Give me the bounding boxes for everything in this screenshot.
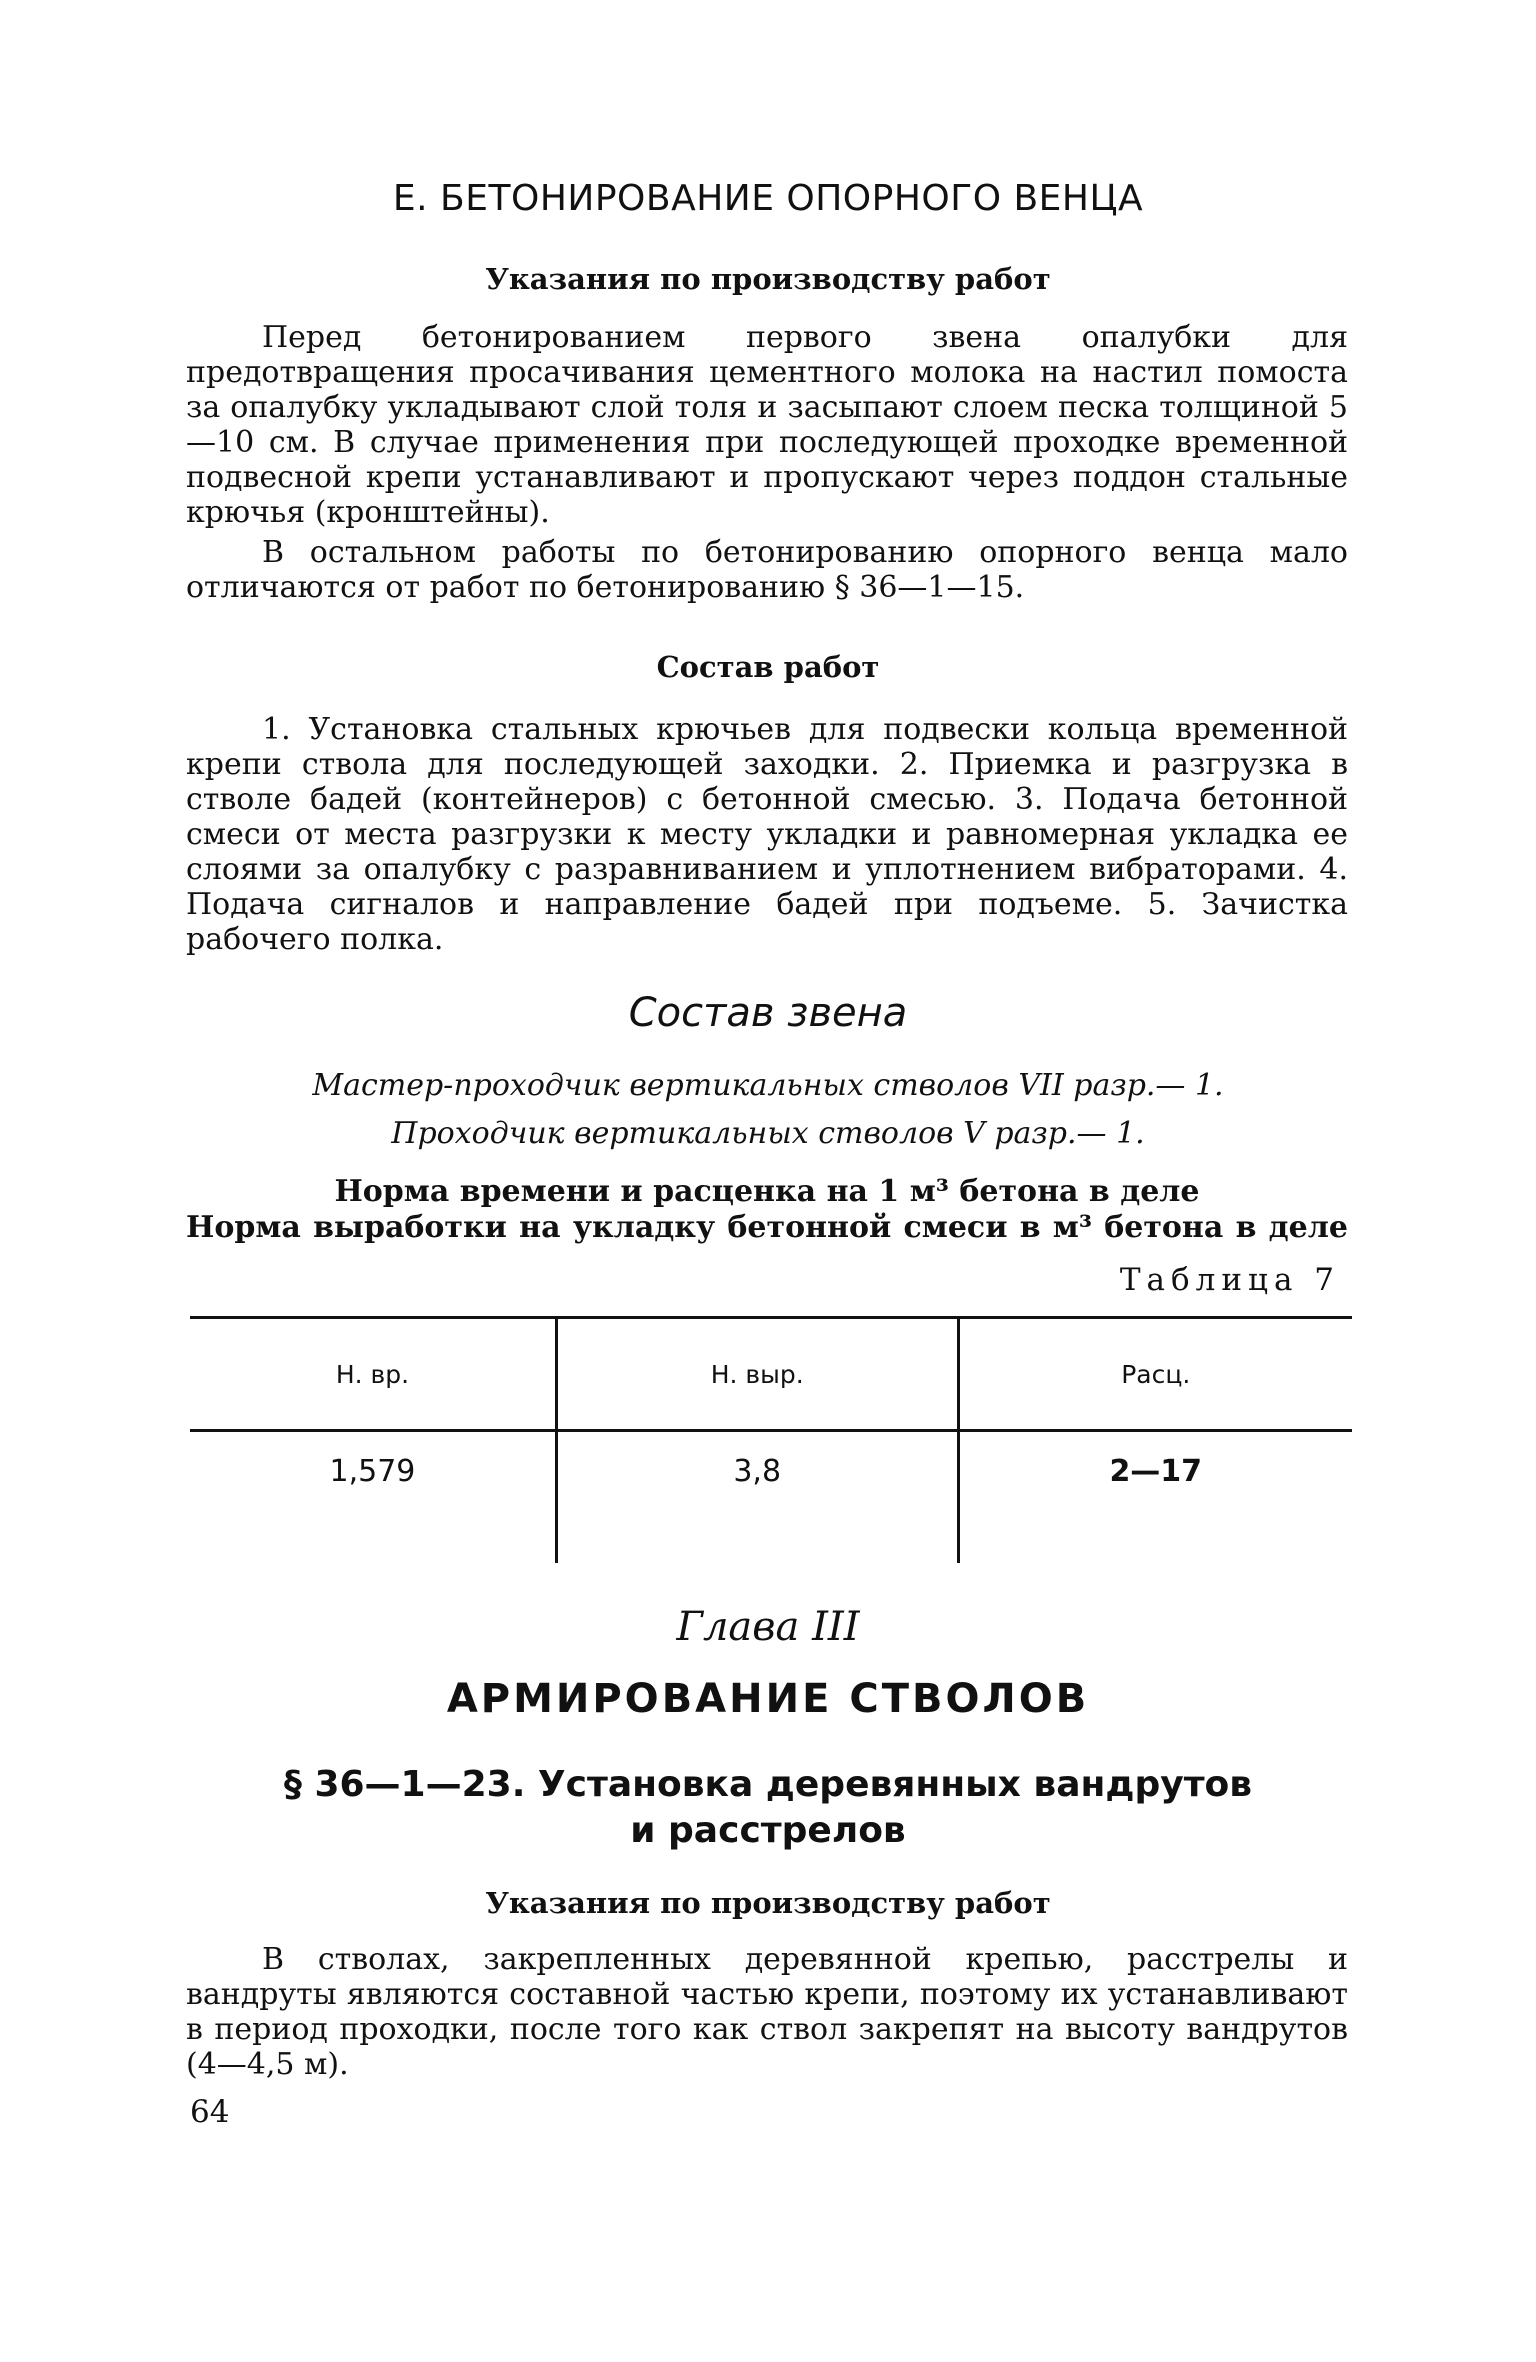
part-title: АРМИРОВАНИЕ СТВОЛОВ xyxy=(446,1676,1090,1722)
header-rate: Расц. xyxy=(958,1318,1352,1431)
instructions-heading: Указания по производству работ xyxy=(485,262,1051,296)
table-row xyxy=(190,1431,1352,1564)
norm-table xyxy=(190,1316,1352,1563)
work-text: 1. Установка стальных крючьев для подвески кольца временной крепи ствола для последующей заходки. 2. Приемка и разгрузка в стволе бадей (контейнеров) с бетонной смесью. 3. Подача бетонной смеси от места разгрузки к месту укладки и равномерная укладка ее слоями за опалубку с разравниванием и уплотнением вибраторами. 4. Подача сигналов и направление бадей при подъеме. 5. Зачистка рабочего полка. xyxy=(186,712,1348,957)
crew-heading: Состав звена xyxy=(628,990,908,1036)
paragraph-title xyxy=(0,1762,1536,1854)
instructions-paragraph-2: В остальном работы по бетонированию опорного венца мало отличаются от работ по бетонированию § 36—1—15. xyxy=(186,535,1348,605)
final-paragraph: В стволах, закрепленных деревянной крепью, расстрелы и вандруты являются составной частью крепи, поэтому их устанавливают в период проходки, после того как ствол закрепят на высоту вандрутов (4—4,5 м). xyxy=(186,1942,1348,2082)
norm-line-output: Норма выработки на укладку бетонной смеси в м³ бетона в деле xyxy=(186,1210,1348,1245)
paragraph-title-line-1: § 36—1—23. Установка деревянных вандрутов xyxy=(283,1764,1253,1805)
instructions-paragraph-1: Перед бетонированием первого звена опалубки для предотвращения просачивания цементного молока на настил помоста за опалубку укладывают слой толя и засыпают слоем песка толщиной 5—10 см. В случае применения при последующей проходке временной подвесной крепи устанавливают и пропускают через поддон стальные крючья (кронштейны). xyxy=(186,320,1348,530)
crew-member-2: Проходчик вертикальных стволов V разр.— 1. xyxy=(391,1116,1145,1151)
work-heading: Состав работ xyxy=(656,650,880,684)
chapter-label: Глава III xyxy=(676,1604,860,1650)
section-title: Е. БЕТОНИРОВАНИЕ ОПОРНОГО ВЕНЦА xyxy=(392,178,1144,219)
norm-description xyxy=(186,1174,1348,1246)
paragraph-title-line-2: и расстрелов xyxy=(630,1810,906,1851)
cell-time-norm: 1,579 xyxy=(329,1454,416,1489)
table-caption: Таблица 7 xyxy=(1119,1262,1340,1298)
norm-line-time: Норма времени и расценка на 1 м³ бетона в деле xyxy=(334,1174,1200,1209)
crew-list xyxy=(0,1062,1536,1158)
header-output-norm: Н. выр. xyxy=(556,1318,958,1431)
page-number: 64 xyxy=(190,2094,230,2130)
header-time-norm: Н. вр. xyxy=(335,1359,410,1389)
cell-rate: 2—17 xyxy=(958,1431,1352,1564)
crew-member-1: Мастер-проходчик вертикальных стволов VII разр.— 1. xyxy=(312,1068,1224,1103)
instructions-heading-2: Указания по производству работ xyxy=(485,1886,1051,1920)
table-header-row xyxy=(190,1318,1352,1431)
cell-output-norm: 3,8 xyxy=(556,1431,958,1564)
